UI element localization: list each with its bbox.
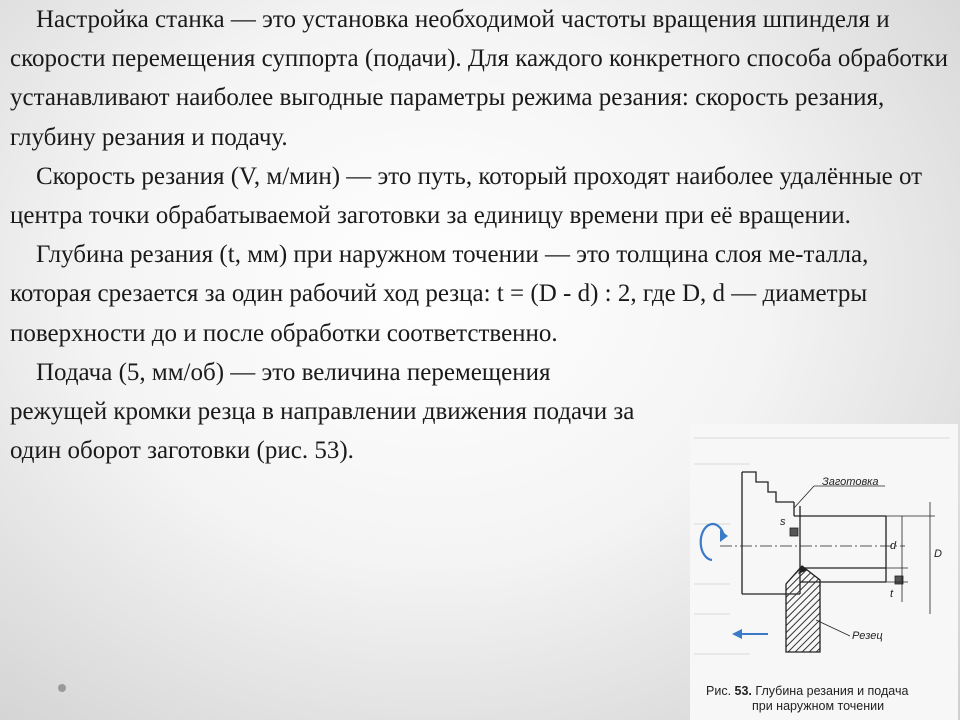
figure-53 — [690, 424, 958, 720]
caption-line1: Глубина резания и подача — [755, 684, 909, 698]
caption-line2: при наружном точении — [752, 699, 885, 713]
figure-caption — [706, 684, 956, 714]
caption-number: 53. — [734, 684, 752, 698]
label-workpiece: Заготовка — [822, 476, 879, 488]
paragraph-cutting-speed: Скорость резания (V, м/мин) — это путь, который проходят наиболее удалённые от центра точки обрабатываемой заготовки за единицу времени при её вращении. — [10, 162, 923, 230]
paragraph-cutting-depth: Глубина резания (t, мм) при наружном точении — это толщина слоя ме-талла, которая срезается за один рабочий ход резца: t = (D - d) : 2, где D, d — диаметры поверхности до и после обработки соответственно. — [10, 241, 869, 347]
feed-arrow-icon — [732, 629, 768, 639]
label-t: t — [890, 588, 894, 600]
rotation-arrow-icon — [701, 524, 728, 560]
turning-diagram — [690, 424, 958, 720]
paragraph-setup: Настройка станка — это установка необходимой частоты вращения шпинделя и скорости перемещения суппорта (подачи). Для каждого конкретного способа обработки устанавливают наиболее выгодные параметры режима резания: скорость резания, глубину резания и подачу. — [10, 6, 949, 151]
text-content — [10, 0, 955, 470]
caption-prefix: Рис. — [706, 684, 732, 698]
label-s: s — [780, 516, 786, 528]
label-D: D — [934, 548, 942, 560]
bullet-dot — [58, 684, 66, 692]
label-cutter: Резец — [852, 630, 883, 642]
paragraph-feed: Подача (5, мм/об) — это величина перемещения режущей кромки резца в направлении движения подачи за один оборот заготовки (рис. 53). — [10, 358, 635, 465]
label-d: d — [890, 540, 897, 552]
